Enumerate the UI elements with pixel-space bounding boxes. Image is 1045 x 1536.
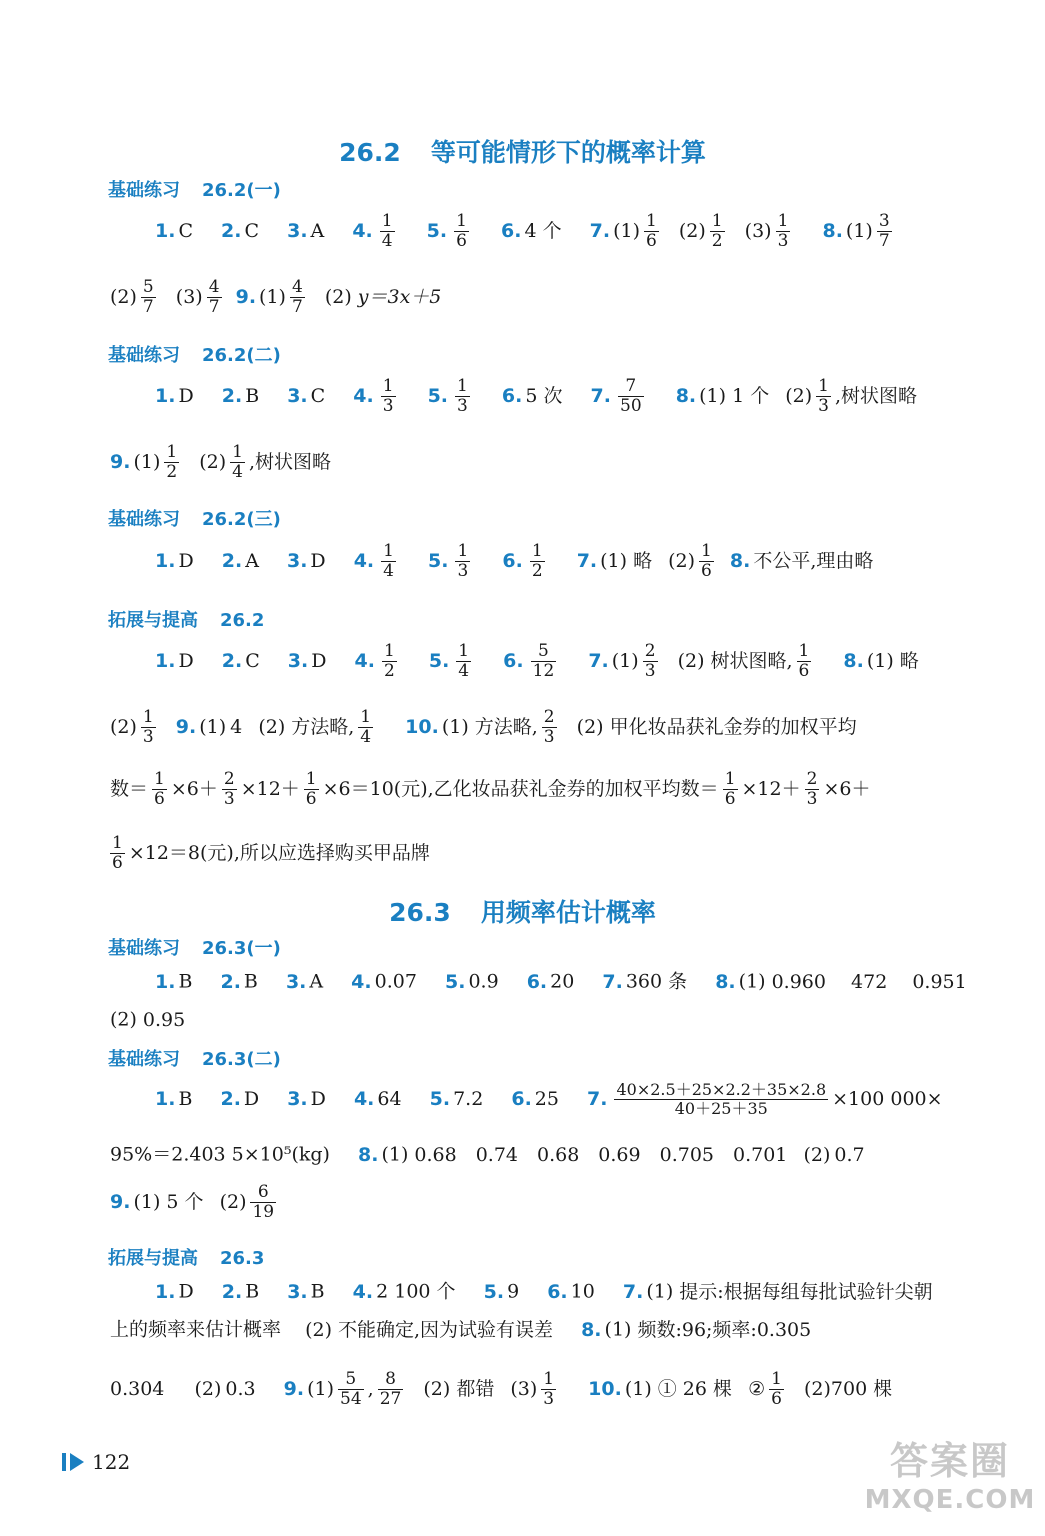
watermark-logo: 答案圈 MXQE.COM: [864, 1439, 1036, 1515]
answer-line: 1. D 2. B 3. C 4. $\frac{1}{3}$ 5. $\frac{1}{3}$ 6. 5 次 7. $\frac{7}{50}$ 8. (1) 1 个 (2) $\frac{1}{3}$ ,树状图略: [155, 376, 918, 417]
fraction: $\frac{3}{7}$: [878, 211, 890, 252]
answer-line: (2) $\frac{1}{3}$ 9. (1) 4 (2) 方法略, $\frac{1}{4}$ 10. (1) 方法略, $\frac{2}{3}$ (2) 甲化妆品获礼金券的加权平均: [110, 707, 857, 748]
answer-line: 1. D 2. B 3. B 4. 2 100 个 5. 9 6. 10 7. (1) 提示:根据每组每批试验针尖朝: [155, 1280, 933, 1303]
fraction: $\frac{1}{2}$: [711, 211, 723, 252]
section-title-26-2: 26.2 等可能情形下的概率计算: [339, 138, 706, 167]
fraction: $\frac{5}{54}$: [340, 1369, 362, 1410]
answer-line: 9. (1) 5 个 (2) $\frac{6}{19}$: [110, 1182, 275, 1223]
answer-line: 9. (1) $\frac{1}{2}$ (2) $\frac{1}{4}$ ,树状图略: [110, 442, 332, 483]
answer-line: 1. C 2. C 3. A 4. $\frac{1}{4}$ 5. $\frac{1}{6}$ 6. 4 个 7. (1) $\frac{1}{6}$ (2) $\frac{1}{2}$ (3) $\frac{1}{3}$ 8. (1) $\frac{3}{7}$: [155, 211, 890, 252]
fraction: $\frac{1}{4}$: [381, 211, 393, 252]
fraction: $\frac{1}{6}$: [724, 769, 736, 810]
answer-line: 0.304 (2) 0.3 9. (1) $\frac{5}{54}$ , $\frac{8}{27}$ (2) 都错 (3) $\frac{1}{3}$ 10. (1) ① 26 棵 ② $\frac{1}{6}$ (2)700 棵: [110, 1369, 893, 1410]
fraction: $\frac{1}{6}$: [798, 641, 810, 682]
answer-line: (2) 0.95: [110, 1008, 186, 1031]
answer-line: 1. D 2. A 3. D 4. $\frac{1}{4}$ 5. $\frac{1}{3}$ 6. $\frac{1}{2}$ 7. (1) 略 (2) $\frac{1}{6}$ 8. 不公平,理由略: [155, 541, 874, 582]
fraction: $\frac{1}{3}$: [382, 376, 394, 417]
answer-line: 1. D 2. C 3. D 4. $\frac{1}{2}$ 5. $\frac{1}{4}$ 6. $\frac{5}{12}$ 7. (1) $\frac{2}{3}$ (2) 树状图略, $\frac{1}{6}$ 8. (1) 略: [155, 641, 919, 682]
fraction: $\frac{1}{3}$: [457, 541, 469, 582]
answer-line: 数＝ $\frac{1}{6}$ ×6＋ $\frac{2}{3}$ ×12＋ $\frac{1}{6}$ ×6＝10(元),乙化妆品获礼金券的加权平均数＝ $\frac{1}{6}$ ×12＋ $\frac{2}{3}$ ×6＋: [110, 769, 871, 810]
fraction: $\frac{1}{2}$: [166, 442, 178, 483]
fraction: $\frac{1}{6}$: [112, 833, 123, 874]
page-marker-icon: [62, 1453, 66, 1471]
fraction: $\frac{1}{6}$: [154, 769, 165, 810]
fraction: $\frac{2}{3}$: [644, 641, 656, 682]
subsection-heading-extension-26-2: 拓展与提高 26.2: [108, 610, 265, 631]
subsection-heading-26-2-1: 基础练习 26.2(一): [108, 180, 281, 201]
fraction: $\frac{6}{19}$: [252, 1182, 275, 1223]
subsection-heading-26-3-1: 基础练习 26.3(一): [108, 938, 281, 959]
fraction: $\frac{1}{3}$: [818, 376, 829, 417]
subsection-heading-26-2-3: 基础练习 26.2(三): [108, 509, 281, 530]
fraction: $\frac{7}{50}$: [620, 376, 642, 417]
fraction: $\frac{1}{4}$: [232, 442, 243, 483]
fraction: $\frac{1}{4}$: [458, 641, 470, 682]
fraction: $\frac{1}{6}$: [646, 211, 657, 252]
answer-line: 1. B 2. D 3. D 4. 64 5. 7.2 6. 25 7. $\frac{40\times 2.5+25\times 2.2+35\times 2.8}{40+25+35}$ ×100 000×: [155, 1080, 943, 1118]
answer-line: (2) $\frac{5}{7}$ (3) $\frac{4}{7}$ 9. (1) $\frac{4}{7}$ (2) y＝3x＋5: [110, 277, 442, 318]
answer-line: $\frac{1}{6}$ ×12＝8(元),所以应选择购买甲品牌: [112, 833, 430, 874]
fraction: $\frac{40\times 2.5+25\times 2.2+35\times 2.8}{40+25+35}$: [616, 1080, 827, 1118]
fraction: $\frac{1}{2}$: [531, 541, 543, 582]
fraction: $\frac{2}{3}$: [806, 769, 818, 810]
fraction: $\frac{1}{6}$: [305, 769, 317, 810]
fraction: $\frac{1}{6}$: [701, 541, 712, 582]
fraction: $\frac{5}{12}$: [532, 641, 555, 682]
subsection-heading-extension-26-3: 拓展与提高 26.3: [108, 1248, 265, 1269]
answer-line: 1. B 2. B 3. A 4. 0.07 5. 0.9 6. 20 7. 360 条 8. (1) 0.960 472 0.951: [155, 970, 967, 993]
fraction: $\frac{1}{4}$: [360, 707, 372, 748]
fraction: $\frac{1}{3}$: [777, 211, 789, 252]
fraction: $\frac{1}{6}$: [771, 1369, 782, 1410]
triangle-icon: [70, 1453, 84, 1471]
fraction: $\frac{1}{6}$: [456, 211, 467, 252]
fraction: $\frac{2}{3}$: [223, 769, 235, 810]
fraction: $\frac{4}{7}$: [208, 277, 220, 318]
subsection-heading-26-2-2: 基础练习 26.2(二): [108, 345, 281, 366]
fraction: $\frac{8}{27}$: [379, 1369, 402, 1410]
subsection-heading-26-3-2: 基础练习 26.3(二): [108, 1049, 281, 1070]
fraction: $\frac{1}{3}$: [543, 1369, 555, 1410]
answer-line: 上的频率来估计概率 (2) 不能确定,因为试验有误差 8. (1) 频数:96;频率:0.305: [110, 1318, 812, 1341]
fraction: $\frac{4}{7}$: [291, 277, 303, 318]
fraction: $\frac{1}{4}$: [383, 541, 394, 582]
section-title-26-3: 26.3 用频率估计概率: [389, 898, 656, 927]
page-number: 122: [62, 1450, 130, 1474]
answer-line: 95%＝2.403 5×10⁵(kg) 8. (1) 0.68 0.74 0.68 0.69 0.705 0.701 (2) 0.7: [110, 1143, 865, 1166]
fraction: $\frac{1}{3}$: [142, 707, 154, 748]
fraction: $\frac{2}{3}$: [543, 707, 555, 748]
fraction: $\frac{1}{3}$: [457, 376, 468, 417]
fraction: $\frac{5}{7}$: [142, 277, 154, 318]
fraction: $\frac{1}{2}$: [383, 641, 395, 682]
